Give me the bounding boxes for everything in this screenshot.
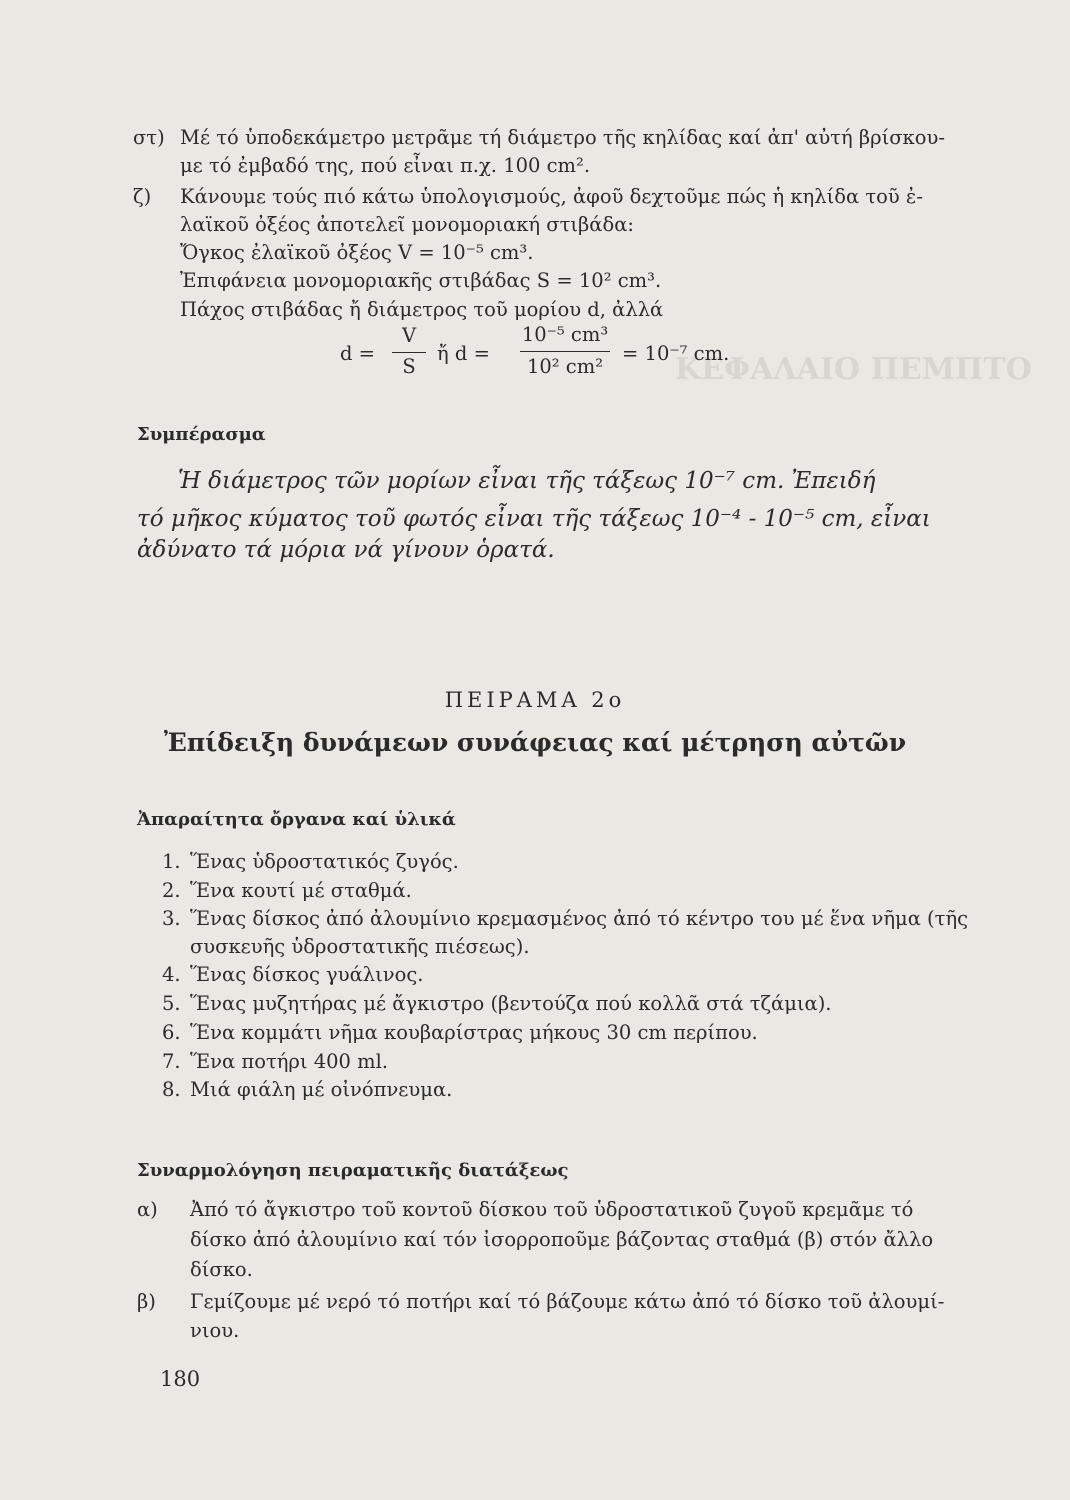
assembly-line: δίσκο ἀπό ἀλουμίνιο καί τόν ἰσορροποῦμε βάζοντας σταθμά (β) στόν ἄλλο [190, 1228, 934, 1251]
assembly-heading: Συναρμολόγηση πειραματικῆς διατάξεως [137, 1160, 569, 1181]
item-number: 1. [162, 850, 181, 873]
frac1-denominator: S [402, 355, 416, 378]
list-label-st: στ) [133, 126, 165, 149]
conclusion-line: Ἡ διάμετρος τῶν μορίων εἶναι τῆς τάξεως 10⁻⁷ cm. Ἐπειδή [178, 468, 876, 494]
frac1-bar [392, 352, 426, 353]
bleed-through-text: ΚΕΦΑΛΑΙΟ ΠΕΜΠΤΟ [675, 352, 1032, 387]
item-number: 6. [162, 1021, 181, 1044]
conclusion-line: τό μῆκος κύματος τοῦ φωτός εἶναι τῆς τάξεως 10⁻⁴ - 10⁻⁵ cm, εἶναι [137, 506, 931, 532]
item-number: 4. [162, 963, 181, 986]
material-item: Μιά φιάλη μέ οἰνόπνευμα. [190, 1078, 453, 1101]
item-number: 8. [162, 1078, 181, 1101]
material-item: Ἕνας δίσκος γυάλινος. [190, 963, 424, 986]
paragraph-line: Κάνουμε τούς πιό κάτω ὑπολογισμούς, ἀφοῦ δεχτοῦμε πώς ἡ κηλίδα τοῦ ἐ- [180, 185, 923, 208]
item-number: 7. [162, 1050, 181, 1073]
material-item: Ἕνα ποτήρι 400 ml. [190, 1050, 389, 1073]
paragraph-line: Πάχος στιβάδας ἤ διάμετρος τοῦ μορίου d, ἀλλά [180, 298, 664, 321]
material-item: Ἕνα κομμάτι νῆμα κουβαρίστρας μήκους 30 cm περίπου. [190, 1021, 758, 1044]
assembly-line: νιου. [190, 1319, 240, 1342]
item-number: 5. [162, 992, 181, 1015]
material-item: Ἕνα κουτί μέ σταθμά. [190, 879, 412, 902]
item-number: 2. [162, 879, 181, 902]
frac2-denominator: 10² cm² [526, 355, 604, 378]
frac2-numerator: 10⁻⁵ cm³ [521, 323, 609, 346]
paragraph-line: Ἐπιφάνεια μονομοριακῆς στιβάδας S = 10² cm³. [180, 269, 662, 292]
paragraph-line: λαϊκοῦ ὀξέος ἀποτελεῖ μονομοριακή στιβάδα: [180, 213, 634, 236]
assembly-line: Ἀπό τό ἄγκιστρο τοῦ κοντοῦ δίσκου τοῦ ὑδροστατικοῦ ζυγοῦ κρεμᾶμε τό [190, 1198, 914, 1221]
formula-or-d-eq: ἤ d = [437, 342, 490, 365]
list-label-b: β) [137, 1290, 156, 1313]
formula-result: = 10⁻⁷ cm. [622, 342, 730, 365]
conclusion-line: ἀδύνατο τά μόρια νά γίνουν ὁρατά. [137, 537, 555, 563]
formula-d-eq: d = [340, 342, 376, 365]
list-label-a: α) [137, 1198, 158, 1221]
frac1-numerator: V [401, 324, 417, 347]
paragraph-line: Μέ τό ὑποδεκάμετρο μετρᾶμε τή διάμετρο τῆς κηλίδας καί ἀπ' αὐτή βρίσκου- [180, 126, 945, 149]
assembly-line: δίσκο. [190, 1258, 253, 1281]
materials-heading: Ἀπαραίτητα ὄργανα καί ὑλικά [137, 809, 456, 830]
material-item: Ἕνας δίσκος ἀπό ἀλουμίνιο κρεμασμένος ἀπό τό κέντρο του μέ ἕνα νῆμα (τῆς [190, 907, 969, 930]
frac2-bar [520, 351, 610, 352]
list-label-z: ζ) [133, 185, 152, 208]
material-item: συσκευῆς ὑδροστατικῆς πιέσεως). [190, 935, 530, 958]
experiment-number: ΠΕΙΡΑΜΑ 2ο [444, 688, 626, 712]
material-item: Ἕνας ὑδροστατικός ζυγός. [190, 850, 459, 873]
material-item: Ἕνας μυζητήρας μέ ἄγκιστρο (βεντούζα πού κολλᾶ στά τζάμια). [190, 992, 832, 1015]
paragraph-line: Ὄγκος ἐλαϊκοῦ ὀξέος V = 10⁻⁵ cm³. [180, 241, 534, 264]
assembly-line: Γεμίζουμε μέ νερό τό ποτήρι καί τό βάζουμε κάτω ἀπό τό δίσκο τοῦ ἀλουμί- [190, 1290, 945, 1313]
paragraph-line: με τό ἐμβαδό της, πού εἶναι π.χ. 100 cm². [180, 154, 591, 177]
page-number: 180 [160, 1367, 201, 1391]
item-number: 3. [162, 907, 181, 930]
experiment-title: Ἐπίδειξη δυνάμεων συνάφειας καί μέτρηση αὐτῶν [163, 728, 907, 757]
conclusion-heading: Συμπέρασμα [137, 424, 266, 445]
